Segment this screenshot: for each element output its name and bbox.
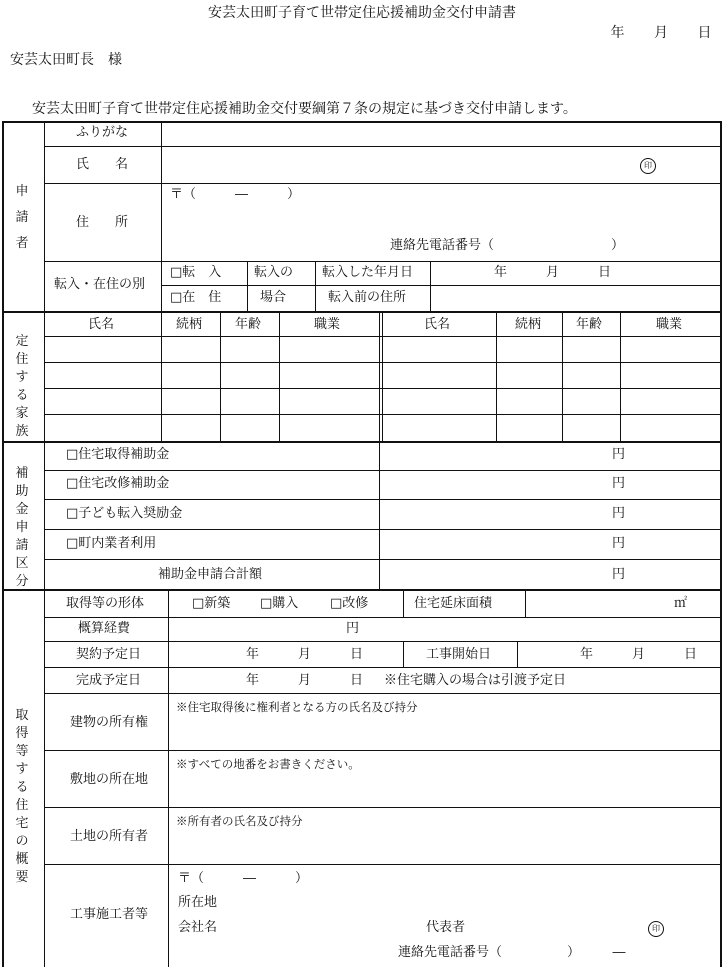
if-moved-label-1: 転入の: [254, 265, 294, 280]
family-col-name-2: 氏名: [424, 317, 451, 332]
name-label: 氏 名: [76, 157, 129, 172]
yen-unit: 円: [612, 506, 626, 521]
land-owner-note: ※所有者の氏名及び持分: [176, 814, 303, 828]
application-form-table: [2, 121, 722, 967]
intro-statement: 安芸太田町子育て世帯定住応援補助金交付要綱第７条の規定に基づき交付申請します。: [32, 101, 577, 117]
address-label: 住 所: [76, 215, 129, 230]
land-owner-label: 土地の所有者: [70, 829, 149, 844]
date-field[interactable]: 年 月 日: [610, 25, 712, 41]
yen-unit: 円: [612, 447, 626, 462]
subsidy-local-contractor[interactable]: □町内業者利用: [66, 536, 157, 551]
form-type-label: 取得等の形体: [66, 596, 145, 611]
addressee: 安芸太田町長 様: [10, 52, 122, 68]
subsidy-housing-renovation[interactable]: □住宅改修補助金: [66, 476, 170, 491]
contractor-location-label: 所在地: [178, 895, 218, 910]
family-col-age-1: 年齢: [235, 317, 262, 332]
start-date-label: 工事開始日: [426, 647, 492, 662]
ownership-note: ※住宅取得後に権利者となる方の氏名及び持分: [176, 700, 418, 714]
contractor-company-label: 会社名: [178, 920, 218, 935]
yen-unit: 円: [612, 567, 626, 582]
site-location-note: ※すべての地番をお書きください。: [176, 757, 360, 771]
contractor-postal-field[interactable]: 〒（ ― ）: [178, 871, 309, 886]
completion-note: ※住宅購入の場合は引渡予定日: [384, 673, 567, 688]
resident-checkbox[interactable]: □在 住: [170, 290, 222, 305]
purchase-checkbox[interactable]: □購入: [260, 596, 299, 611]
cost-label: 概算経費: [78, 621, 131, 636]
contractor-label: 工事施工者等: [70, 907, 149, 922]
renovation-checkbox[interactable]: □改修: [330, 596, 369, 611]
subsidy-section-label: 補助金申請区分: [15, 466, 29, 589]
prev-address-label: 転入前の住所: [328, 290, 407, 305]
family-section-label: 定住する家族: [15, 334, 29, 439]
phone-field[interactable]: 連絡先電話番号（ ）: [390, 238, 625, 253]
move-in-checkbox[interactable]: □転 入: [170, 265, 222, 280]
site-location-label: 敷地の所在地: [70, 772, 149, 787]
family-col-relation-2: 続柄: [515, 317, 542, 332]
applicant-section-label: 申請者: [15, 184, 29, 251]
move-date-label: 転入した年月日: [322, 265, 414, 280]
family-col-age-2: 年齢: [576, 317, 603, 332]
subsidy-child-relocation[interactable]: □子ども転入奨励金: [66, 506, 183, 521]
furigana-label: ふりがな: [76, 125, 129, 140]
move-status-label: 転入・在住の別: [54, 277, 146, 292]
name-input[interactable]: [164, 149, 634, 181]
contract-date-field[interactable]: 年 月 日: [246, 647, 364, 662]
contractor-phone-field[interactable]: 連絡先電話番号（ ） ―: [398, 945, 626, 960]
family-col-name-1: 氏名: [88, 317, 115, 332]
ownership-label: 建物の所有権: [70, 715, 149, 730]
form-title: 安芸太田町子育て世帯定住応援補助金交付申請書: [208, 5, 516, 21]
contractor-seal-mark: 印: [648, 920, 664, 937]
furigana-input[interactable]: [164, 124, 714, 144]
seal-mark: 印: [640, 157, 656, 174]
start-date-field[interactable]: 年 月 日: [580, 647, 698, 662]
subsidy-total-label: 補助金申請合計額: [158, 567, 263, 582]
move-date-field[interactable]: 年 月 日: [494, 265, 612, 280]
subsidy-housing-purchase[interactable]: □住宅取得補助金: [66, 447, 170, 462]
floor-area-label: 住宅延床面積: [414, 596, 493, 611]
yen-unit: 円: [612, 476, 626, 491]
contract-date-label: 契約予定日: [76, 647, 142, 662]
housing-section-label: 取得等する住宅の概要: [15, 708, 29, 885]
if-moved-label-2: 場合: [260, 290, 287, 305]
completion-date-label: 完成予定日: [76, 673, 142, 688]
floor-area-unit: ㎡: [674, 596, 688, 611]
family-col-job-2: 職業: [656, 317, 683, 332]
contractor-rep-label: 代表者: [426, 920, 466, 935]
postal-code-field[interactable]: 〒（ ― ）: [170, 187, 301, 202]
completion-date-field[interactable]: 年 月 日: [246, 673, 364, 688]
yen-unit: 円: [612, 536, 626, 551]
family-col-relation-1: 続柄: [176, 317, 203, 332]
new-build-checkbox[interactable]: □新築: [192, 596, 231, 611]
cost-unit: 円: [346, 621, 360, 636]
family-col-job-1: 職業: [314, 317, 341, 332]
